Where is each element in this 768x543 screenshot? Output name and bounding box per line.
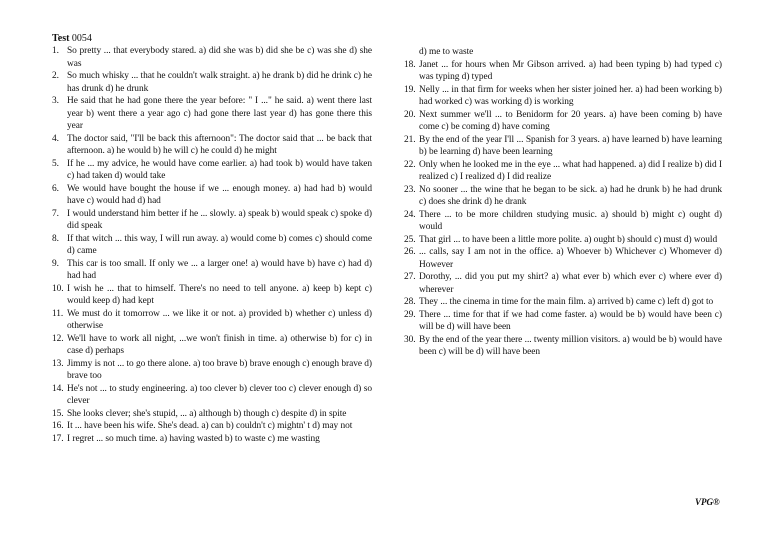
question-item [52, 283, 372, 308]
question-number: 12. [52, 333, 64, 344]
question-item [52, 45, 372, 70]
question-number: 11. [52, 308, 64, 319]
question-number: 13. [52, 358, 64, 369]
question-text: It ... have been his wife. She's dead. a) can b) couldn't c) mightn' t d) may not [67, 421, 353, 431]
question-number: 1. [52, 46, 59, 56]
question-text: There ... to be more children studying music. a) should b) might c) ought d) would [419, 209, 722, 232]
question-item [404, 271, 722, 296]
question-text: So much whisky ... that he couldn't walk straight. a) he drank b) did he drink c) he has drunk d) he drunk [67, 71, 372, 94]
test-number: 0054 [71, 33, 92, 44]
question-item [52, 433, 372, 446]
question-item [404, 184, 722, 209]
question-number: 27. [404, 272, 416, 282]
question-number: 20. [404, 109, 416, 120]
question-number: 30. [404, 334, 416, 345]
question-number: 7. [52, 208, 59, 219]
publisher-mark: VPG® [695, 497, 720, 507]
question-number: 23. [404, 184, 416, 195]
question-item [52, 233, 372, 258]
question-item [52, 258, 372, 283]
question-text: She looks clever; she's stupid, ... a) although b) though c) despite d) in spite [67, 408, 347, 419]
question-item [404, 134, 722, 159]
question-text: Jimmy is not ... to go there alone. a) too brave b) brave enough c) enough brave d) brave too [67, 358, 372, 381]
question-item [52, 358, 372, 383]
question-17-continuation: d) me to waste [419, 47, 474, 57]
question-number: 29. [404, 309, 416, 320]
question-text: Only when he looked me in the eye ... what had happened. a) did I realize b) did I realized c) I realized d) I did realize [419, 159, 722, 182]
question-text: He said that he had gone there the year before: " I ..." he said. a) went there last year b) went there a year ago c) had gone there last year d) has gone there this year [67, 96, 372, 131]
question-text: They ... the cinema in time for the main film. a) arrived b) came c) left d) got to [419, 297, 714, 307]
questions-column-left [52, 45, 372, 445]
question-text: We'll have to work all night, ...we won't finish in time. a) otherwise b) for c) in case d) perhaps [67, 333, 372, 356]
question-text: This car is too small. If only we ... a larger one! a) would have b) have c) had d) had had [67, 258, 372, 281]
question-text: The doctor said, "I'll be back this afternoon": The doctor said that ... be back that afternoon. a) he would b) he will c) he could d) he might [67, 133, 372, 156]
question-item [52, 408, 372, 421]
question-number: 19. [404, 84, 416, 95]
question-number: 26. [404, 247, 416, 257]
question-number: 24. [404, 209, 416, 220]
question-number: 10. [52, 283, 64, 294]
question-text: I regret ... so much time. a) having wasted b) to waste c) me wasting [67, 433, 320, 444]
question-number: 22. [404, 159, 416, 170]
question-number: 5. [52, 158, 59, 169]
question-item [52, 70, 372, 95]
question-number: 6. [52, 183, 59, 194]
question-item [52, 133, 372, 158]
question-item [52, 420, 372, 433]
question-item [404, 296, 722, 309]
question-item [52, 183, 372, 208]
question-item [404, 84, 722, 109]
question-number: 28. [404, 297, 416, 307]
question-item [404, 234, 722, 247]
question-text: I would understand him better if he ... slowly. a) speak b) would speak c) spoke d) did speak [67, 208, 372, 231]
questions-column-right [404, 46, 722, 359]
question-item [52, 333, 372, 358]
question-number: 15. [52, 408, 64, 419]
question-number: 21. [404, 134, 416, 145]
question-number: 8. [52, 233, 59, 244]
question-item [52, 383, 372, 408]
question-text: We would have bought the house if we ... enough money. a) had had b) would have c) would had d) had [67, 183, 372, 206]
question-text: We must do it tomorrow ... we like it or not. a) provided b) whether c) unless d) otherwise [67, 308, 372, 331]
question-text: ... calls, say I am not in the office. a) Whoever b) Whichever c) Whomever d) However [419, 247, 722, 270]
question-text: No sooner ... the wine that he began to be sick. a) had he drunk b) he had drunk c) does she drink d) he drank [419, 184, 722, 207]
question-text: If he ... my advice, he would have come earlier. a) had took b) would have taken c) had taken d) would take [67, 158, 372, 181]
question-item [52, 158, 372, 183]
question-number: 25. [404, 234, 416, 245]
question-item [404, 209, 722, 234]
question-text: There ... time for that if we had come faster. a) would be b) would have been c) will be d) will have been [419, 309, 722, 332]
question-number: 16. [52, 421, 64, 431]
question-text: By the end of the year there ... twenty million visitors. a) would be b) would have been c) will be d) will have been [419, 334, 722, 357]
question-text: So pretty ... that everybody stared. a) did she was b) did she be c) was she d) she was [67, 46, 372, 69]
question-text: That girl ... to have been a little more polite. a) ought b) should c) must d) would [419, 234, 718, 245]
question-item [52, 95, 372, 133]
question-text: He's not ... to study engineering. a) too clever b) clever too c) clever enough d) so clever [67, 383, 372, 406]
question-text: Nelly ... in that firm for weeks when her sister joined her. a) had been working b) had worked c) was working d) is working [419, 84, 722, 107]
question-text: Dorothy, ... did you put my shirt? a) what ever b) which ever c) where ever d) wherever [419, 272, 722, 295]
question-item [404, 309, 722, 334]
question-number: 2. [52, 71, 59, 81]
question-item [404, 159, 722, 184]
question-number: 17. [52, 433, 64, 444]
question-item [404, 246, 722, 271]
question-item [52, 208, 372, 233]
question-item [404, 109, 722, 134]
question-number: 4. [52, 133, 59, 144]
question-text: Janet ... for hours when Mr Gibson arrived. a) had been typing b) had typed c) was typing d) typed [419, 59, 722, 82]
question-number: 3. [52, 96, 59, 106]
test-title [52, 33, 92, 45]
question-text: If that witch ... this way, I will run away. a) would come b) comes c) should come d) came [67, 233, 372, 256]
question-item [404, 334, 722, 359]
question-item [404, 59, 722, 84]
question-number: 18. [404, 59, 416, 70]
question-text: I wish he ... that to himself. There's no need to tell anyone. a) keep b) kept c) would keep d) had kept [67, 283, 372, 306]
question-item [52, 308, 372, 333]
question-number: 9. [52, 258, 59, 269]
question-text: Next summer we'll ... to Benidorm for 20 years. a) have been coming b) have come c) be coming d) have coming [419, 109, 722, 132]
question-number: 14. [52, 383, 64, 394]
question-text: By the end of the year I'll ... Spanish for 3 years. a) have learned b) have learning b) be learning d) have been learning [419, 134, 722, 157]
test-label: Test [52, 33, 70, 44]
